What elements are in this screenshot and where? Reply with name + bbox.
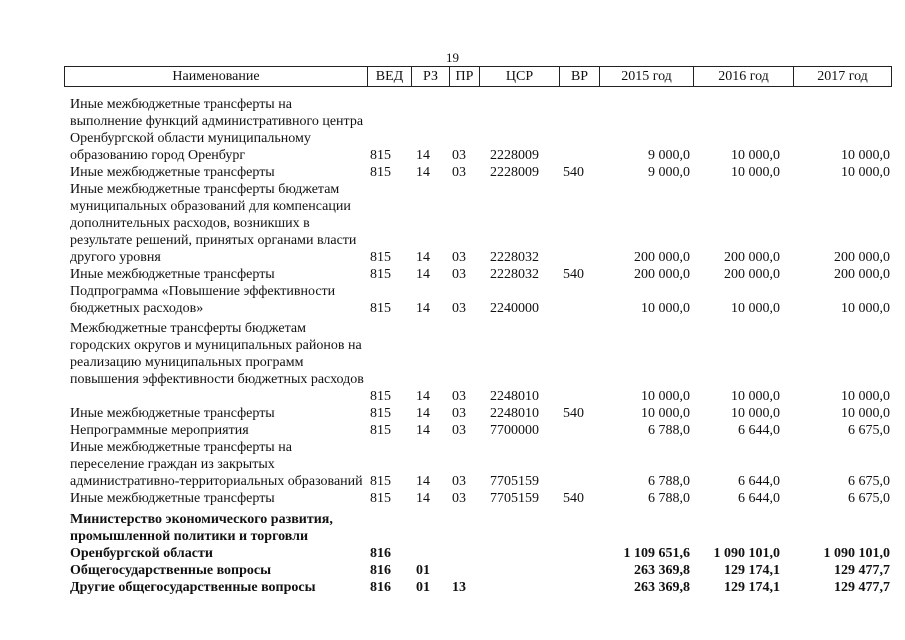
cell-ved: 815: [370, 423, 391, 438]
cell-y2015: 10 000,0: [641, 301, 690, 316]
row-name: Иные межбюджетные трансферты: [70, 406, 275, 421]
cell-y2017: 10 000,0: [841, 301, 890, 316]
row-name: Иные межбюджетные трансферты на выполнение функций административного центра Оренбургской области муниципальному образованию город Оренбург: [70, 97, 364, 163]
header-name: Наименование: [172, 69, 260, 84]
cell-pr: 03: [452, 474, 466, 489]
cell-y2017: 129 477,7: [834, 580, 890, 595]
cell-rz: 14: [416, 165, 430, 180]
cell-vr: 540: [563, 267, 584, 282]
cell-vr: 540: [563, 491, 584, 506]
row-name: Подпрограмма «Повышение эффективности бюджетных расходов»: [70, 284, 336, 316]
header-pr: ПР: [449, 67, 479, 86]
cell-csr: 2228032: [490, 250, 539, 265]
row-name: Иные межбюджетные трансферты: [70, 491, 275, 506]
cell-ved: 815: [370, 267, 391, 282]
cell-pr: 03: [452, 148, 466, 163]
cell-pr: 03: [452, 250, 466, 265]
cell-rz: 14: [416, 389, 430, 404]
cell-ved: 815: [370, 148, 391, 163]
cell-y2015: 6 788,0: [648, 423, 690, 438]
table-header: [64, 66, 892, 87]
cell-y2015: 10 000,0: [641, 406, 690, 421]
cell-y2015: 6 788,0: [648, 491, 690, 506]
cell-y2015: 200 000,0: [634, 250, 690, 265]
cell-y2016: 10 000,0: [731, 406, 780, 421]
cell-rz: 14: [416, 474, 430, 489]
cell-y2017: 10 000,0: [841, 389, 890, 404]
cell-y2016: 1 090 101,0: [713, 546, 780, 561]
cell-csr: 7705159: [490, 491, 539, 506]
header-2016: 2016 год: [693, 67, 793, 86]
cell-pr: 03: [452, 389, 466, 404]
cell-y2016: 200 000,0: [724, 250, 780, 265]
row-name: Иные межбюджетные трансферты бюджетам муниципальных образований для компенсации дополнительных расходов, возникших в результате решений, принятых органами власти другого уровня: [70, 182, 357, 265]
cell-y2015: 263 369,8: [634, 580, 690, 595]
cell-y2016: 10 000,0: [731, 301, 780, 316]
cell-csr: 7705159: [490, 474, 539, 489]
cell-pr: 03: [452, 301, 466, 316]
header-vr: ВР: [559, 67, 599, 86]
row-name: Министерство экономического развития, промышленной политики и торговли Оренбургской области: [70, 512, 333, 561]
row-name: Непрограммные мероприятия: [70, 423, 249, 438]
cell-y2015: 200 000,0: [634, 267, 690, 282]
cell-ved: 815: [370, 250, 391, 265]
cell-csr: 2228032: [490, 267, 539, 282]
cell-rz: 14: [416, 250, 430, 265]
page-number: 19: [446, 50, 459, 65]
row-name: Иные межбюджетные трансферты: [70, 267, 275, 282]
cell-csr: 2248010: [490, 389, 539, 404]
cell-ved: 815: [370, 474, 391, 489]
cell-ved: 815: [370, 301, 391, 316]
cell-y2016: 129 174,1: [724, 580, 780, 595]
cell-ved: 815: [370, 389, 391, 404]
cell-y2017: 6 675,0: [848, 474, 890, 489]
cell-pr: 03: [452, 267, 466, 282]
row-name: Межбюджетные трансферты бюджетам городских округов и муниципальных районов на реализацию муниципальных программ повышения эффективности бюджетных расходов: [70, 321, 364, 387]
cell-rz: 14: [416, 423, 430, 438]
header-2017: 2017 год: [793, 67, 891, 86]
cell-y2015: 9 000,0: [648, 148, 690, 163]
cell-y2015: 263 369,8: [634, 563, 690, 578]
row-name: Другие общегосударственные вопросы: [70, 580, 316, 595]
cell-y2017: 1 090 101,0: [823, 546, 890, 561]
cell-y2015: 10 000,0: [641, 389, 690, 404]
cell-vr: 540: [563, 165, 584, 180]
cell-pr: 03: [452, 491, 466, 506]
cell-csr: 2240000: [490, 301, 539, 316]
cell-ved: 816: [370, 546, 391, 561]
cell-y2016: 10 000,0: [731, 389, 780, 404]
cell-y2015: 1 109 651,6: [623, 546, 690, 561]
cell-y2016: 6 644,0: [738, 423, 780, 438]
row-name: Иные межбюджетные трансферты: [70, 165, 275, 180]
cell-y2015: 6 788,0: [648, 474, 690, 489]
cell-y2017: 129 477,7: [834, 563, 890, 578]
cell-vr: 540: [563, 406, 584, 421]
cell-pr: 03: [452, 165, 466, 180]
cell-y2017: 6 675,0: [848, 491, 890, 506]
header-csr: ЦСР: [479, 67, 559, 86]
cell-y2016: 200 000,0: [724, 267, 780, 282]
cell-y2017: 10 000,0: [841, 406, 890, 421]
cell-y2017: 6 675,0: [848, 423, 890, 438]
cell-y2016: 6 644,0: [738, 474, 780, 489]
cell-ved: 816: [370, 580, 391, 595]
cell-y2016: 6 644,0: [738, 491, 780, 506]
cell-y2017: 10 000,0: [841, 148, 890, 163]
cell-y2015: 9 000,0: [648, 165, 690, 180]
cell-csr: 2228009: [490, 148, 539, 163]
cell-y2017: 200 000,0: [834, 267, 890, 282]
cell-y2016: 10 000,0: [731, 148, 780, 163]
row-name: Общегосударственные вопросы: [70, 563, 272, 578]
cell-rz: 01: [416, 580, 430, 595]
header-ved: ВЕД: [367, 67, 411, 86]
cell-pr: 03: [452, 406, 466, 421]
cell-y2017: 200 000,0: [834, 250, 890, 265]
cell-ved: 816: [370, 563, 391, 578]
cell-rz: 14: [416, 148, 430, 163]
cell-pr: 13: [452, 580, 466, 595]
header-2015: 2015 год: [599, 67, 693, 86]
cell-csr: 7700000: [490, 423, 539, 438]
cell-rz: 14: [416, 267, 430, 282]
cell-csr: 2228009: [490, 165, 539, 180]
cell-rz: 14: [416, 301, 430, 316]
cell-rz: 14: [416, 491, 430, 506]
cell-y2016: 129 174,1: [724, 563, 780, 578]
cell-ved: 815: [370, 406, 391, 421]
cell-csr: 2248010: [490, 406, 539, 421]
cell-rz: 14: [416, 406, 430, 421]
row-name: Иные межбюджетные трансферты на переселение граждан из закрытых административно-территориальных образований: [70, 440, 363, 489]
cell-y2017: 10 000,0: [841, 165, 890, 180]
cell-ved: 815: [370, 165, 391, 180]
cell-y2016: 10 000,0: [731, 165, 780, 180]
header-rz: РЗ: [411, 67, 449, 86]
cell-ved: 815: [370, 491, 391, 506]
cell-pr: 03: [452, 423, 466, 438]
cell-rz: 01: [416, 563, 430, 578]
